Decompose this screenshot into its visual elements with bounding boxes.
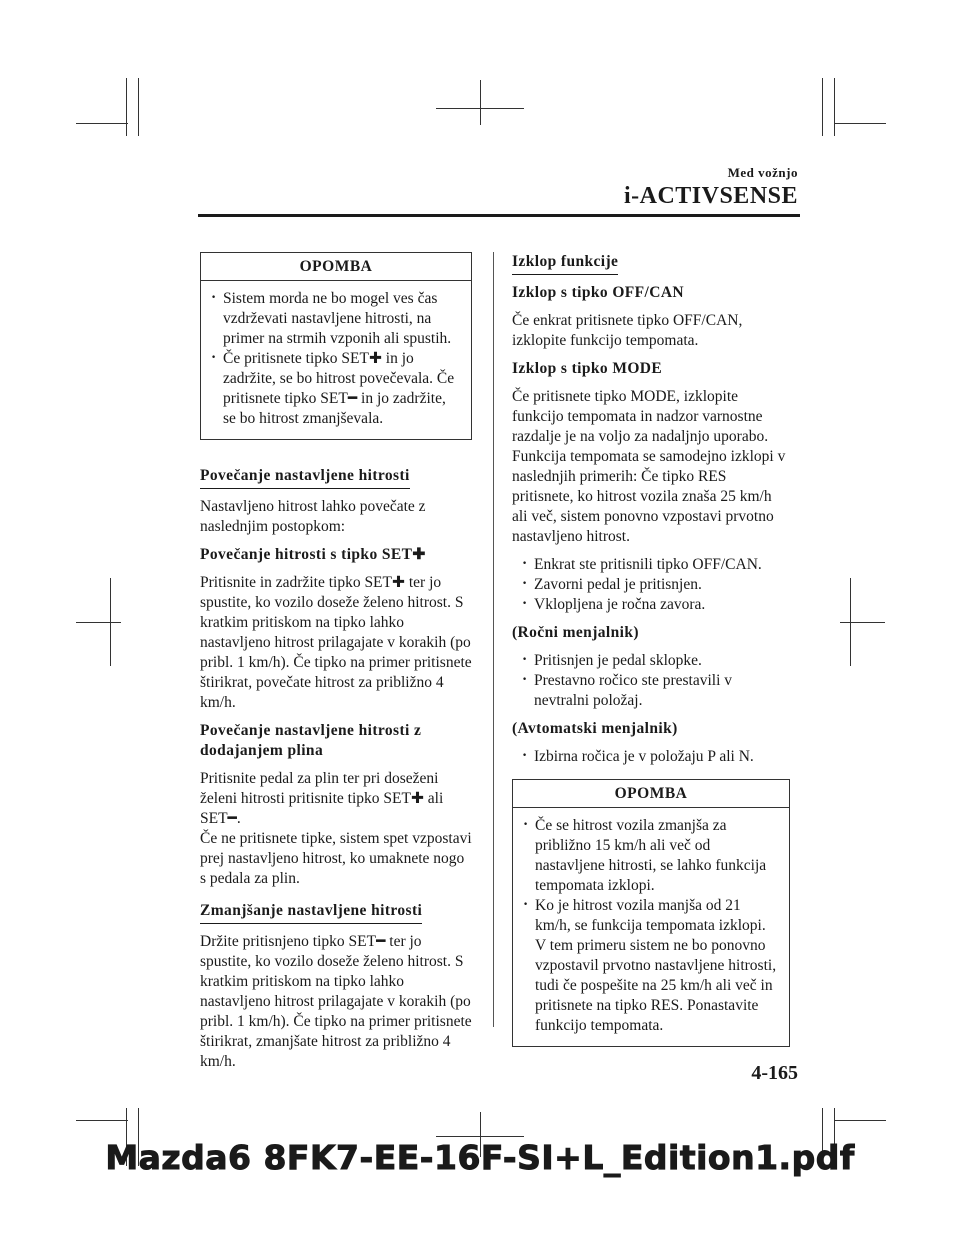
note-title: OPOMBA [513, 780, 789, 808]
bullet-list [512, 555, 790, 615]
note-item: · Če se hitrost vozila zmanjša za približno 15 km/h ali več od nastavljene hitrosti, se lahko funkcija tempomata izklopi. [521, 816, 777, 896]
footer-filename: Mazda6 8FK7-EE-16F-SI+L_Edition1.pdf [105, 1138, 855, 1177]
subheading: Izklop s tipko OFF/CAN [512, 284, 685, 301]
bullet-list [512, 651, 790, 711]
paragraph: Če ne pritisnete tipke, sistem spet vzpostavi prej nastavljeno hitrost, ko umaknete nogo s pedala za plin. [200, 830, 472, 887]
paragraph: Držite pritisnjeno tipko SET━ ter jo spustite, ko vozilo doseže želeno hitrost. S kratkim pritiskom na tipko lahko nastavljeno hitrost prilagajate v korakih (po pribl. 1 km/h). Če tipko na primer pritisnete štirikrat, zmanjšate hitrost za približno 4 km/h. [200, 933, 472, 1070]
subheading: Povečanje nastavljene hitrosti z dodajanjem plina [200, 722, 422, 759]
note-item: · Sistem morda ne bo mogel ves čas vzdrževati nastavljene hitrosti, na primer na strmih vzponih ali spustih. [209, 289, 459, 349]
section-heading: Izklop funkcije [512, 252, 618, 275]
chapter-title: i-ACTIVSENSE [623, 183, 798, 209]
paragraph: Če pritisnete tipko MODE, izklopite funkcijo tempomata in nadzor varnostne razdalje je na voljo za nadaljnjo uporabo. Funkcija tempomata se samodejno izklopi v naslednjih primerih: Če tipko RES pritisnete, ko hitrost vozila znaša 25 km/h ali več, sistem ponovno vzpostavi prvotno nastavljeno hitrost. [512, 388, 786, 545]
right-column [512, 252, 790, 1073]
section-heading: Povečanje nastavljene hitrosti [200, 466, 410, 489]
paragraph: Pritisnite in zadržite tipko SET✚ ter jo spustite, ko vozilo doseže želeno hitrost. S kratkim pritiskom na tipko lahko nastavljeno hitrost prilagajate v korakih (po pribl. 1 km/h). Če tipko na primer pritisnete štirikrat, povečate hitrost za približno 4 km/h. [200, 574, 472, 711]
paragraph: Nastavljeno hitrost lahko povečate z naslednjim postopkom: [200, 498, 426, 535]
list-item: · Enkrat ste pritisnili tipko OFF/CAN. [520, 555, 790, 575]
list-item: · Izbirna ročica je v položaju P ali N. [520, 747, 790, 767]
list-item: · Prestavno ročico ste prestavili v nevtralni položaj. [520, 671, 790, 711]
paragraph: Pritisnite pedal za plin ter pri doseženi želeni hitrosti pritisnite tipko SET✚ ali SET━. [200, 770, 444, 827]
list-item: · Pritisnjen je pedal sklopke. [520, 651, 790, 671]
paragraph: Če enkrat pritisnete tipko OFF/CAN, izklopite funkcijo tempomata. [512, 312, 743, 349]
header-rule [198, 214, 800, 217]
list-item: · Vklopljena je ročna zavora. [520, 595, 790, 615]
list-item: · Zavorni pedal je pritisnjen. [520, 575, 790, 595]
bullet-list [512, 747, 790, 767]
section-label: Med vožnjo [727, 165, 798, 180]
subheading: Izklop s tipko MODE [512, 360, 663, 377]
section-heading: Zmanjšanje nastavljene hitrosti [200, 901, 422, 924]
column-divider [493, 252, 494, 1027]
page-number: 4-165 [751, 1062, 798, 1084]
subheading: (Avtomatski menjalnik) [512, 720, 678, 737]
note-box [512, 779, 790, 1047]
note-box [200, 252, 472, 440]
subheading: (Ročni menjalnik) [512, 624, 639, 641]
note-item: · Če pritisnete tipko SET✚ in jo zadržite, se bo hitrost povečevala. Če pritisnete tipko SET━ in jo zadržite, se bo hitrost zmanjševala. [209, 349, 459, 429]
note-item: · Ko je hitrost vozila manjša od 21 km/h, se funkcija tempomata izklopi. V tem primeru sistem ne bo ponovno vzpostavil prvotno nastavljene hitrosti, tudi če pospešite na 25 km/h ali več in pritisnete na tipko RES. Ponastavite funkcijo tempomata. [521, 896, 777, 1036]
note-title: OPOMBA [201, 253, 471, 281]
subheading: Povečanje hitrosti s tipko SET✚ [200, 546, 426, 563]
left-column [200, 252, 472, 1080]
